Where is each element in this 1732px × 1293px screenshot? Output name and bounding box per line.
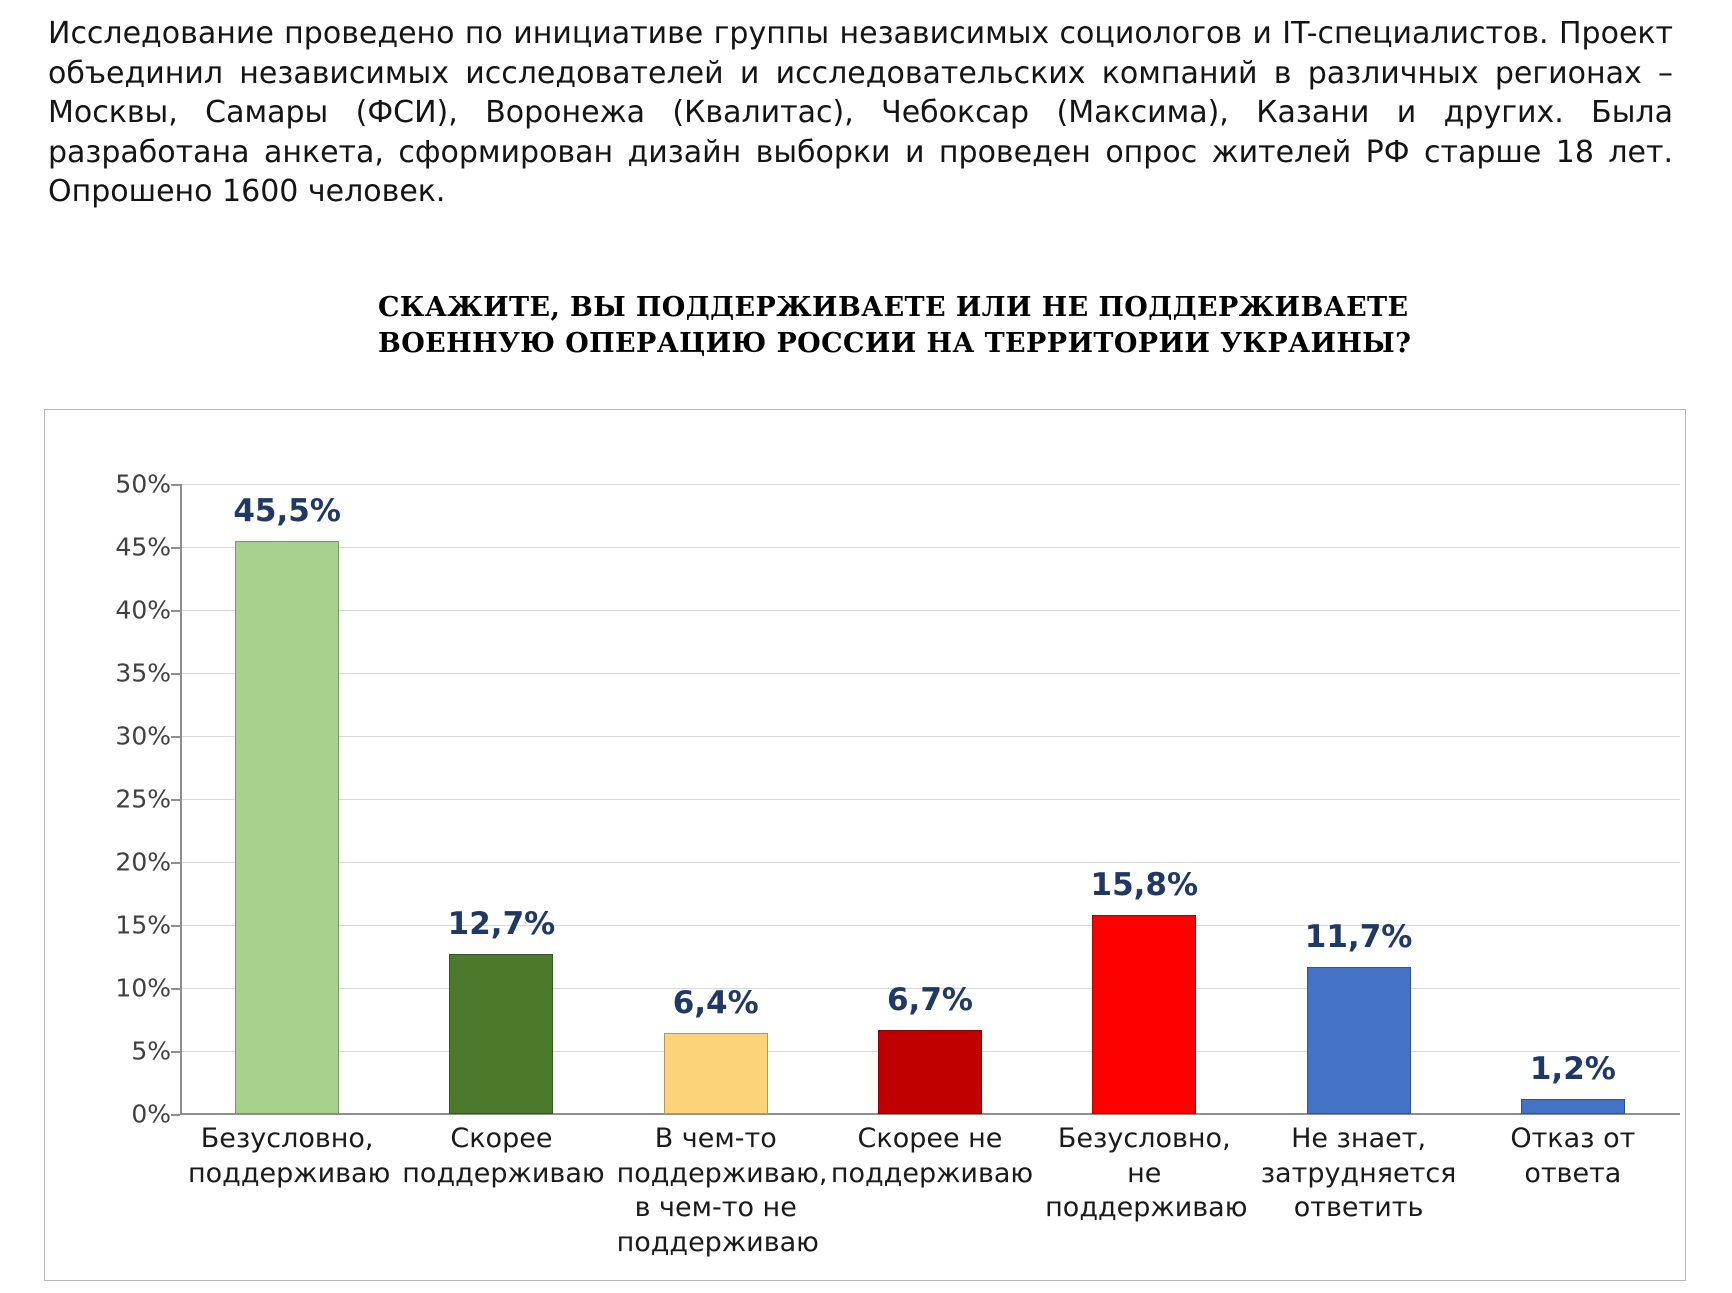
category-label: В чем-то поддерживаю, в чем-то не поддерживаю [616,1123,828,1258]
bar-slot [823,484,1037,1114]
y-tick-label: 25% [115,784,171,814]
bar-slot [609,484,823,1114]
bar [1521,1099,1625,1114]
y-tick-mark [171,799,180,801]
bar [235,541,339,1114]
bar-value-label: 1,2% [1529,1050,1616,1087]
bar-slot [1037,484,1251,1114]
bar-value-label: 15,8% [1090,866,1199,903]
bar-value-label: 45,5% [233,492,341,529]
category-label: Не знает, затрудняется ответить [1260,1123,1457,1224]
bar-slot [1251,484,1465,1114]
bar-value-label: 6,7% [886,981,973,1018]
chart-title-line-1: СКАЖИТЕ, ВЫ ПОДДЕРЖИВАЕТЕ ИЛИ НЕ ПОДДЕРЖИВАЕТЕ [378,292,1409,323]
bar [1092,915,1196,1114]
y-tick-label: 35% [115,658,171,688]
category-label: Скорее не поддерживаю [830,1123,1034,1189]
y-tick-label: 10% [115,973,171,1003]
y-tick-mark [171,862,180,864]
category-labels [180,1122,1680,1282]
bar-value-label: 11,7% [1304,918,1413,955]
y-tick-mark [171,484,180,486]
category-label: Безусловно, не поддерживаю [1045,1123,1248,1224]
bar-slot [180,484,394,1114]
y-tick-label: 15% [115,910,171,940]
bar [878,1030,982,1114]
y-tick-label: 5% [131,1036,171,1066]
y-tick-mark [171,925,180,927]
y-tick-label: 40% [115,595,171,625]
bar-slot [394,484,608,1114]
intro-paragraph: Исследование проведено по инициативе группы независимых социологов и IT-специалистов. Проект объединил независимых исследователей и исследовательских компаний в различных регионах – Москвы, Самары (ФСИ), Воронежа (Квалитас), Чебоксар (Максима), Казани и других. Была разработана анкета, сформирован дизайн выборки и проведен опрос жителей РФ старше 18 лет. Опрошено 1600 человек. [48,16,1673,210]
category-label: Безусловно, поддерживаю [188,1123,391,1189]
y-tick-mark [171,988,180,990]
y-tick-mark [171,610,180,612]
y-tick-mark [171,1051,180,1053]
bar [449,954,553,1114]
y-tick-label: 45% [115,532,171,562]
y-tick-label: 50% [115,469,171,499]
category-label: Отказ от ответа [1510,1123,1636,1189]
y-tick-label: 20% [115,847,171,877]
category-label: Скорее поддерживаю [402,1123,605,1189]
y-tick-mark [171,673,180,675]
y-tick-label: 0% [131,1099,171,1129]
y-tick-mark [171,547,180,549]
y-tick-mark [171,1114,180,1116]
chart-title [378,290,1633,363]
bar-value-label: 12,7% [447,905,556,942]
bar [1307,967,1411,1114]
chart-title-line-2: ВОЕННУЮ ОПЕРАЦИЮ РОССИИ НА ТЕРРИТОРИИ УКРАИНЫ? [378,328,1412,360]
y-tick-label: 30% [115,721,171,751]
bars-layer [180,484,1680,1114]
bar-slot [1466,484,1680,1114]
chart-container [44,409,1686,1281]
bar-value-label: 6,4% [672,985,759,1022]
bar [664,1033,768,1114]
y-tick-mark [171,736,180,738]
